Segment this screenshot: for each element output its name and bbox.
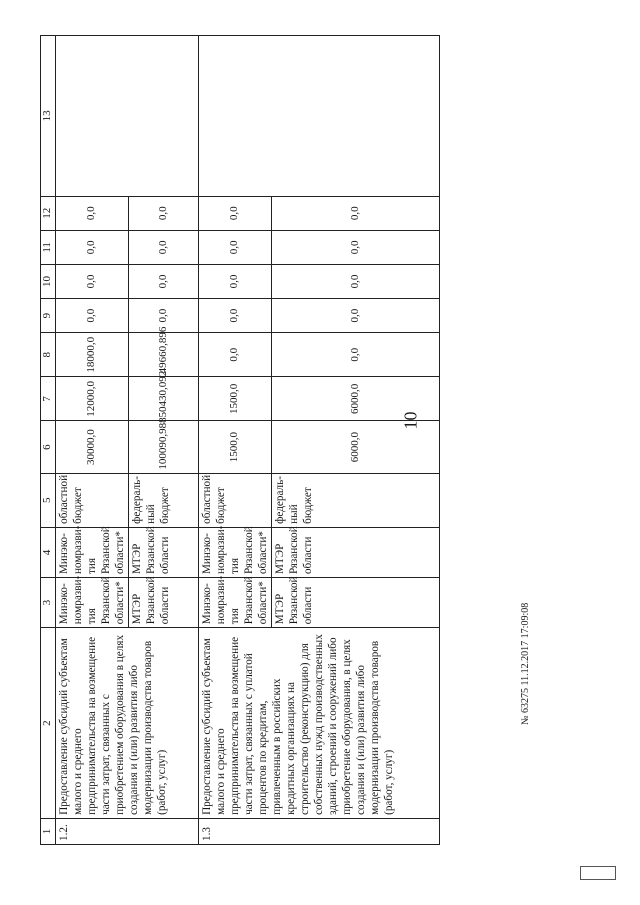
- row-id: 1.2.: [56, 818, 199, 844]
- row-description: Предоставление субсидий субъектам малого и среднего предпринимательства на возмещение части затрат, связанных с уплатой процентов по кредитам, привлеченным в российских кредитных организациях на строительство (реконструкцию) для собственных нужд производственных зданий, строений и сооружений либо приобретение оборудования, в целях создания и (или) развития либо модернизации производства товаров (работ, услуг): [199, 628, 440, 819]
- col-header: 1: [41, 818, 56, 844]
- total-value: 100090,988: [129, 421, 199, 473]
- col-header: 2: [41, 628, 56, 819]
- responsible-executor: Минэко-номразви-тия Рязанской области*: [199, 578, 272, 628]
- col-header: 13: [41, 36, 56, 197]
- year-value: 0,0: [199, 299, 272, 333]
- col-header: 5: [41, 473, 56, 527]
- funding-source: федераль-ный бюджет: [272, 473, 440, 527]
- year-value: 0,0: [129, 299, 199, 333]
- year-value: 0,0: [199, 230, 272, 264]
- year-value: 0,0: [272, 196, 440, 230]
- year-value: 0,0: [199, 196, 272, 230]
- year-value: 0,0: [272, 230, 440, 264]
- year-value: 50430,092: [129, 377, 199, 421]
- year-value: 0,0: [272, 333, 440, 377]
- year-value: 0,0: [129, 264, 199, 298]
- document-registration-note: № 63275 11.12.2017 17:09:08: [520, 602, 531, 725]
- expected-result: [56, 36, 199, 197]
- total-value: 1500,0: [199, 421, 272, 473]
- year-value: 0,0: [199, 333, 272, 377]
- year-value: 18000,0: [56, 333, 129, 377]
- total-value: 6000,0: [272, 421, 440, 473]
- budget-table: [40, 35, 440, 845]
- col-header: 6: [41, 421, 56, 473]
- co-executor: МТЭР Рязанской области: [129, 527, 199, 577]
- registry-stamp-icon: [580, 866, 616, 880]
- col-header: 8: [41, 333, 56, 377]
- funding-source: федераль-ный бюджет: [129, 473, 199, 527]
- year-value: 6000,0: [272, 377, 440, 421]
- year-value: 1500,0: [199, 377, 272, 421]
- funding-source: областной бюджет: [56, 473, 129, 527]
- responsible-executor: МТЭР Рязанской области: [272, 578, 440, 628]
- year-value: 0,0: [56, 230, 129, 264]
- col-header: 11: [41, 230, 56, 264]
- page-number: 10: [400, 411, 421, 430]
- year-value: 0,0: [272, 299, 440, 333]
- col-header: 12: [41, 196, 56, 230]
- year-value: 0,0: [56, 299, 129, 333]
- year-value: 12000,0: [56, 377, 129, 421]
- col-header: 9: [41, 299, 56, 333]
- responsible-executor: Минэко-номразви-тия Рязанской области*: [56, 578, 129, 628]
- budget-table-container: [40, 35, 440, 845]
- table-row: [56, 36, 129, 845]
- row-id: 1.3: [199, 818, 440, 844]
- year-value: 0,0: [56, 264, 129, 298]
- table-row: [199, 36, 272, 845]
- year-value: 0,0: [199, 264, 272, 298]
- col-header: 3: [41, 578, 56, 628]
- co-executor: МТЭР Рязанской области: [272, 527, 440, 577]
- year-value: 0,0: [272, 264, 440, 298]
- col-header: 7: [41, 377, 56, 421]
- co-executor: Минэко-номразви-тия Рязанской области*: [199, 527, 272, 577]
- col-header: 4: [41, 527, 56, 577]
- year-value: 0,0: [129, 196, 199, 230]
- total-value: 30000,0: [56, 421, 129, 473]
- year-value: 0,0: [129, 230, 199, 264]
- year-value: 49660,896: [129, 333, 199, 377]
- row-description: Предоставление субсидий субъектам малого и среднего предпринимательства на возмещение части затрат, связанных с приобретением оборудования в целях создания и (или) развития либо модернизации производства товаров (работ, услуг): [56, 628, 199, 819]
- co-executor: Минэко-номразви-тия Рязанской области*: [56, 527, 129, 577]
- expected-result: [199, 36, 440, 197]
- column-number-row: [41, 36, 56, 845]
- funding-source: областной бюджет: [199, 473, 272, 527]
- responsible-executor: МТЭР Рязанской области: [129, 578, 199, 628]
- col-header: 10: [41, 264, 56, 298]
- year-value: 0,0: [56, 196, 129, 230]
